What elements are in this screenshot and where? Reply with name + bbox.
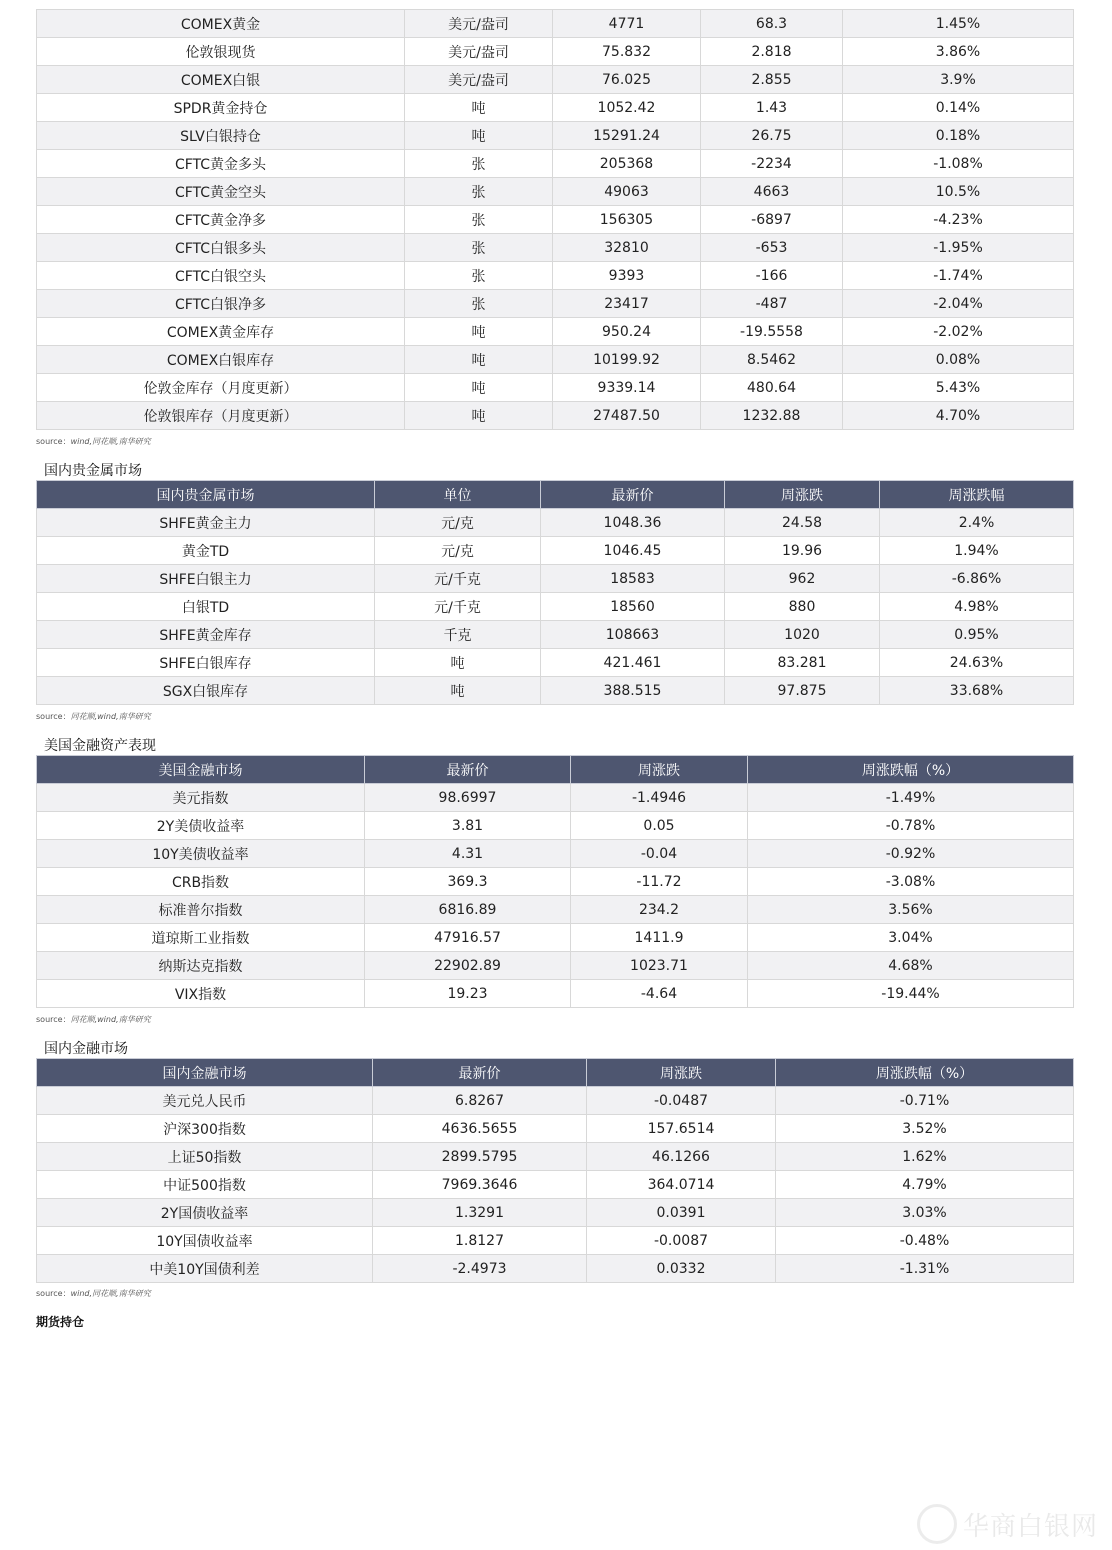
table-cell: 1411.9: [571, 924, 748, 952]
table-cell: 10.5%: [843, 178, 1074, 206]
table-cell: -4.64: [571, 980, 748, 1008]
table-cell: CFTC黄金净多: [37, 206, 405, 234]
table-cell: -2.02%: [843, 318, 1074, 346]
table-cell: 元/克: [375, 509, 541, 537]
table-row: [37, 980, 1074, 1008]
table-cell: 张: [405, 178, 553, 206]
column-header: 单位: [375, 481, 541, 509]
table-cell: 标准普尔指数: [37, 896, 365, 924]
table-body: [37, 1087, 1074, 1283]
table-cell: 10Y美债收益率: [37, 840, 365, 868]
table-cell: 4.31: [365, 840, 571, 868]
column-header: 最新价: [365, 756, 571, 784]
table-cell: -1.49%: [748, 784, 1074, 812]
table-cell: 32810: [553, 234, 701, 262]
table-cell: SHFE白银库存: [37, 649, 375, 677]
table-cell: 千克: [375, 621, 541, 649]
table-row: [37, 812, 1074, 840]
table-cell: COMEX黄金库存: [37, 318, 405, 346]
source-note: source：同花顺,wind,南华研究: [36, 712, 151, 721]
table-row: [37, 621, 1074, 649]
table-cell: 6.8267: [373, 1087, 587, 1115]
table-header-row: [37, 756, 1074, 784]
table-cell: -487: [701, 290, 843, 318]
table-cell: 0.14%: [843, 94, 1074, 122]
table-cell: 美元/盎司: [405, 10, 553, 38]
table-row: [37, 178, 1074, 206]
table-cell: 吨: [375, 677, 541, 705]
table-cell: -1.08%: [843, 150, 1074, 178]
table-cell: 吨: [405, 402, 553, 430]
column-header: 周涨跌: [571, 756, 748, 784]
table-row: [37, 868, 1074, 896]
table-cell: 7969.3646: [373, 1171, 587, 1199]
watermark: [917, 1504, 1098, 1544]
table-cell: 23417: [553, 290, 701, 318]
table-cell: 76.025: [553, 66, 701, 94]
table-cell: 24.58: [725, 509, 880, 537]
column-header: 国内金融市场: [37, 1059, 373, 1087]
table-cell: 10199.92: [553, 346, 701, 374]
table-cell: 中美10Y国债利差: [37, 1255, 373, 1283]
column-header: 周涨跌幅（%）: [776, 1059, 1074, 1087]
table-cell: 2.855: [701, 66, 843, 94]
table-row: [37, 896, 1074, 924]
section-title: 国内金融市场: [44, 1041, 128, 1057]
table-row: [37, 924, 1074, 952]
table-cell: 美元指数: [37, 784, 365, 812]
table-cell: 2899.5795: [373, 1143, 587, 1171]
table-cell: 3.52%: [776, 1115, 1074, 1143]
table-cell: 108663: [541, 621, 725, 649]
table-cell: -19.5558: [701, 318, 843, 346]
table-body: [37, 509, 1074, 705]
table-body: [37, 784, 1074, 1008]
domestic-metals-table: [36, 480, 1074, 705]
table-cell: 4.68%: [748, 952, 1074, 980]
table-row: [37, 234, 1074, 262]
table-cell: 10Y国债收益率: [37, 1227, 373, 1255]
table-cell: 19.96: [725, 537, 880, 565]
table-cell: 2Y美债收益率: [37, 812, 365, 840]
table-cell: COMEX白银库存: [37, 346, 405, 374]
table-cell: 3.86%: [843, 38, 1074, 66]
column-header: 周涨跌: [725, 481, 880, 509]
table-cell: 15291.24: [553, 122, 701, 150]
table-cell: 道琼斯工业指数: [37, 924, 365, 952]
table-row: [37, 38, 1074, 66]
table-row: [37, 290, 1074, 318]
table-row: [37, 318, 1074, 346]
table-cell: -1.31%: [776, 1255, 1074, 1283]
table-row: [37, 509, 1074, 537]
table-cell: 元/千克: [375, 593, 541, 621]
table-cell: -166: [701, 262, 843, 290]
table-cell: -6897: [701, 206, 843, 234]
table-cell: 0.08%: [843, 346, 1074, 374]
table-cell: -2.04%: [843, 290, 1074, 318]
table-cell: 张: [405, 234, 553, 262]
table-cell: 0.18%: [843, 122, 1074, 150]
table-cell: 6816.89: [365, 896, 571, 924]
table-cell: SLV白银持仓: [37, 122, 405, 150]
source-note: source：wind,同花顺,南华研究: [36, 437, 151, 446]
table-cell: 元/克: [375, 537, 541, 565]
table-row: [37, 122, 1074, 150]
table-cell: 9339.14: [553, 374, 701, 402]
table-cell: 1232.88: [701, 402, 843, 430]
table-cell: 18560: [541, 593, 725, 621]
table-cell: 369.3: [365, 868, 571, 896]
table-cell: 上证50指数: [37, 1143, 373, 1171]
table-row: [37, 1171, 1074, 1199]
futures-positions-heading: 期货持仓: [36, 1315, 85, 1329]
table-cell: 4.98%: [880, 593, 1074, 621]
table-row: [37, 262, 1074, 290]
table-row: [37, 1087, 1074, 1115]
table-cell: 1.43: [701, 94, 843, 122]
table-cell: -0.78%: [748, 812, 1074, 840]
table-cell: 0.05: [571, 812, 748, 840]
table-cell: 421.461: [541, 649, 725, 677]
table-row: [37, 537, 1074, 565]
column-header: 美国金融市场: [37, 756, 365, 784]
table-cell: 纳斯达克指数: [37, 952, 365, 980]
table-cell: 1046.45: [541, 537, 725, 565]
table-cell: 吨: [405, 374, 553, 402]
table-cell: 880: [725, 593, 880, 621]
table-cell: 27487.50: [553, 402, 701, 430]
table-cell: 47916.57: [365, 924, 571, 952]
table-row: [37, 952, 1074, 980]
table-row: [37, 1143, 1074, 1171]
table-cell: 黄金TD: [37, 537, 375, 565]
column-header: 周涨跌幅: [880, 481, 1074, 509]
table-row: [37, 1115, 1074, 1143]
source-note: source：wind,同花顺,南华研究: [36, 1289, 151, 1298]
us-finance-table: [36, 755, 1074, 1008]
table-cell: -4.23%: [843, 206, 1074, 234]
table-cell: 2.4%: [880, 509, 1074, 537]
table-cell: 4.70%: [843, 402, 1074, 430]
table-cell: 4.79%: [776, 1171, 1074, 1199]
table-body: [37, 10, 1074, 430]
table-cell: 33.68%: [880, 677, 1074, 705]
table-cell: -2234: [701, 150, 843, 178]
table-cell: 75.832: [553, 38, 701, 66]
table-cell: 吨: [405, 94, 553, 122]
table-row: [37, 649, 1074, 677]
table-cell: -19.44%: [748, 980, 1074, 1008]
table-row: [37, 150, 1074, 178]
table-cell: SHFE黄金主力: [37, 509, 375, 537]
table-cell: 伦敦银现货: [37, 38, 405, 66]
table-cell: VIX指数: [37, 980, 365, 1008]
table-row: [37, 346, 1074, 374]
table-cell: 张: [405, 262, 553, 290]
table-cell: CRB指数: [37, 868, 365, 896]
table-cell: -1.4946: [571, 784, 748, 812]
table-cell: 480.64: [701, 374, 843, 402]
watermark-text: 华商白银网: [962, 1511, 1098, 1542]
table-cell: 沪深300指数: [37, 1115, 373, 1143]
table-row: [37, 593, 1074, 621]
table-cell: 46.1266: [587, 1143, 776, 1171]
table-cell: 1.45%: [843, 10, 1074, 38]
domestic-finance-table: [36, 1058, 1074, 1283]
table-row: [37, 66, 1074, 94]
table-cell: 3.03%: [776, 1199, 1074, 1227]
table-cell: 950.24: [553, 318, 701, 346]
table-cell: -3.08%: [748, 868, 1074, 896]
table-row: [37, 1255, 1074, 1283]
table-cell: 0.0332: [587, 1255, 776, 1283]
table-row: [37, 1199, 1074, 1227]
table-cell: 4663: [701, 178, 843, 206]
table-cell: 388.515: [541, 677, 725, 705]
table-cell: SHFE黄金库存: [37, 621, 375, 649]
table-cell: CFTC黄金多头: [37, 150, 405, 178]
table-cell: 3.81: [365, 812, 571, 840]
table-cell: -0.71%: [776, 1087, 1074, 1115]
table-cell: -0.92%: [748, 840, 1074, 868]
table-cell: 157.6514: [587, 1115, 776, 1143]
table-cell: -1.95%: [843, 234, 1074, 262]
table-cell: 18583: [541, 565, 725, 593]
table-cell: 1052.42: [553, 94, 701, 122]
table-cell: 1.8127: [373, 1227, 587, 1255]
table-cell: -0.04: [571, 840, 748, 868]
column-header: 最新价: [541, 481, 725, 509]
table-cell: 中证500指数: [37, 1171, 373, 1199]
table-row: [37, 402, 1074, 430]
section-title: 国内贵金属市场: [44, 463, 142, 479]
table-cell: 83.281: [725, 649, 880, 677]
table-cell: 张: [405, 206, 553, 234]
table-cell: 8.5462: [701, 346, 843, 374]
table-cell: 1.3291: [373, 1199, 587, 1227]
table-cell: 美元兑人民币: [37, 1087, 373, 1115]
table-cell: 吨: [405, 122, 553, 150]
table-header-row: [37, 481, 1074, 509]
column-header: 国内贵金属市场: [37, 481, 375, 509]
table-cell: 0.0391: [587, 1199, 776, 1227]
table-cell: 吨: [405, 318, 553, 346]
table-cell: -0.0487: [587, 1087, 776, 1115]
table-cell: -0.0087: [587, 1227, 776, 1255]
table-cell: 元/千克: [375, 565, 541, 593]
table-cell: 吨: [405, 346, 553, 374]
table-row: [37, 784, 1074, 812]
table-cell: SHFE白银主力: [37, 565, 375, 593]
table-cell: -6.86%: [880, 565, 1074, 593]
column-header: 周涨跌: [587, 1059, 776, 1087]
table-cell: 1.62%: [776, 1143, 1074, 1171]
table-cell: 2Y国债收益率: [37, 1199, 373, 1227]
table-cell: 4771: [553, 10, 701, 38]
table-cell: CFTC白银空头: [37, 262, 405, 290]
table-cell: 24.63%: [880, 649, 1074, 677]
table-row: [37, 840, 1074, 868]
table-cell: 19.23: [365, 980, 571, 1008]
table-cell: COMEX黄金: [37, 10, 405, 38]
table-cell: 3.04%: [748, 924, 1074, 952]
table-cell: 张: [405, 150, 553, 178]
table-header-row: [37, 1059, 1074, 1087]
table-row: [37, 565, 1074, 593]
table-cell: -1.74%: [843, 262, 1074, 290]
table-cell: 49063: [553, 178, 701, 206]
table-cell: 5.43%: [843, 374, 1074, 402]
table-cell: 吨: [375, 649, 541, 677]
table-cell: -0.48%: [776, 1227, 1074, 1255]
table-cell: 364.0714: [587, 1171, 776, 1199]
table-cell: -2.4973: [373, 1255, 587, 1283]
table-cell: 205368: [553, 150, 701, 178]
column-header: 周涨跌幅（%）: [748, 756, 1074, 784]
table-cell: CFTC白银多头: [37, 234, 405, 262]
watermark-logo-icon: [917, 1504, 957, 1544]
table-cell: 0.95%: [880, 621, 1074, 649]
table-cell: 伦敦金库存（月度更新）: [37, 374, 405, 402]
table-cell: 张: [405, 290, 553, 318]
table-cell: 2.818: [701, 38, 843, 66]
table-cell: 白银TD: [37, 593, 375, 621]
table-cell: -653: [701, 234, 843, 262]
table-cell: 26.75: [701, 122, 843, 150]
table-cell: 3.56%: [748, 896, 1074, 924]
table-row: [37, 10, 1074, 38]
table-row: [37, 677, 1074, 705]
table-cell: 234.2: [571, 896, 748, 924]
table-cell: SPDR黄金持仓: [37, 94, 405, 122]
table-row: [37, 94, 1074, 122]
table-cell: 97.875: [725, 677, 880, 705]
table-row: [37, 374, 1074, 402]
table-cell: 1023.71: [571, 952, 748, 980]
table-cell: 伦敦银库存（月度更新）: [37, 402, 405, 430]
table-cell: 1048.36: [541, 509, 725, 537]
table-cell: 美元/盎司: [405, 66, 553, 94]
table-cell: SGX白银库存: [37, 677, 375, 705]
table-cell: 156305: [553, 206, 701, 234]
table-cell: 962: [725, 565, 880, 593]
table-cell: CFTC黄金空头: [37, 178, 405, 206]
overseas-metals-table: [36, 9, 1074, 430]
source-note: source：同花顺,wind,南华研究: [36, 1015, 151, 1024]
table-cell: 1020: [725, 621, 880, 649]
table-cell: 68.3: [701, 10, 843, 38]
table-cell: -11.72: [571, 868, 748, 896]
table-row: [37, 1227, 1074, 1255]
column-header: 最新价: [373, 1059, 587, 1087]
section-title: 美国金融资产表现: [44, 738, 156, 754]
table-cell: 98.6997: [365, 784, 571, 812]
table-row: [37, 206, 1074, 234]
table-cell: CFTC白银净多: [37, 290, 405, 318]
table-cell: 4636.5655: [373, 1115, 587, 1143]
table-cell: 1.94%: [880, 537, 1074, 565]
table-cell: 美元/盎司: [405, 38, 553, 66]
table-cell: 3.9%: [843, 66, 1074, 94]
table-cell: 22902.89: [365, 952, 571, 980]
table-cell: 9393: [553, 262, 701, 290]
table-cell: COMEX白银: [37, 66, 405, 94]
